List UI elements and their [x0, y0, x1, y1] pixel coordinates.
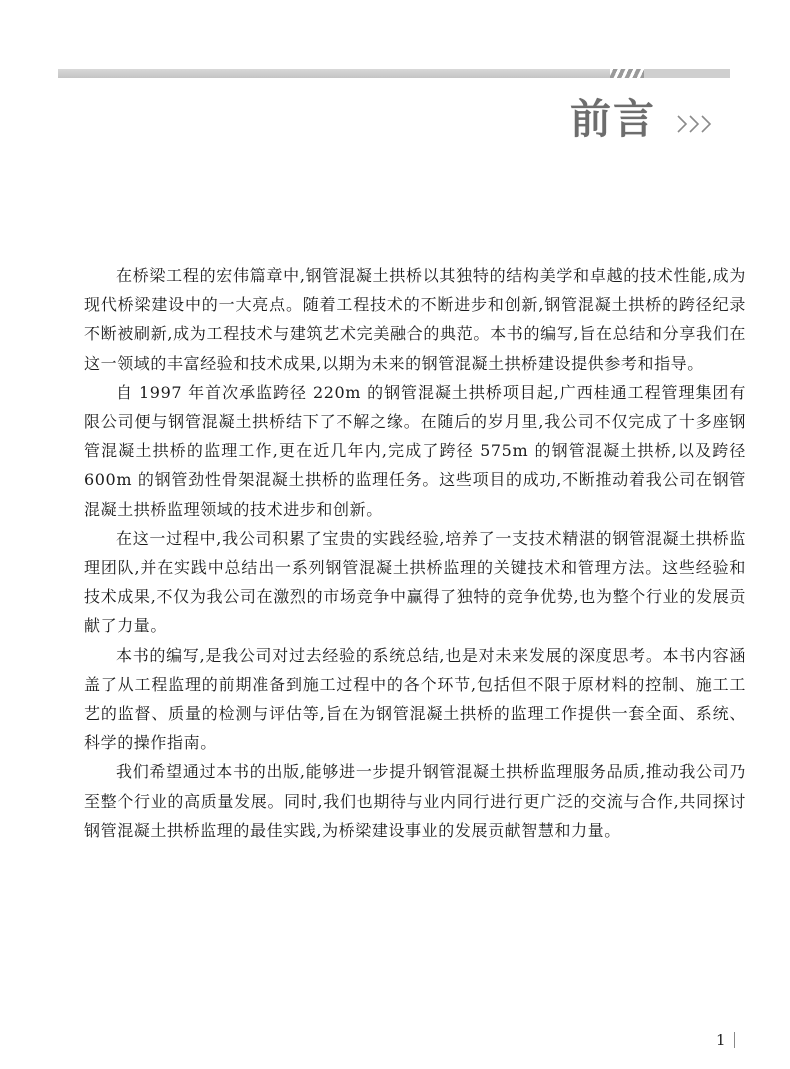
footer-divider — [734, 1032, 735, 1048]
paragraph: 我们希望通过本书的出版,能够进一步提升钢管混凝土拱桥监理服务品质,推动我公司乃至整个行业的高质量发展。同时,我们也期待与业内同行进行更广泛的交流与合作,共同探讨钢管混凝土拱桥监理的最佳实践,为桥梁建设事业的发展贡献智慧和力量。 — [84, 762, 746, 840]
header-stripe-pattern — [610, 69, 644, 78]
paragraph: 在这一过程中,我公司积累了宝贵的实践经验,培养了一支技术精湛的钢管混凝土拱桥监理团队,并在实践中总结出一系列钢管混凝土拱桥监理的关键技术和管理方法。这些经验和技术成果,不仅为我公司在激烈的市场竞争中赢得了独特的竞争优势,也为整个行业的发展贡献了力量。 — [84, 528, 746, 636]
page-footer — [716, 1030, 735, 1050]
paragraph: 本书的编写,是我公司对过去经验的系统总结,也是对未来发展的深度思考。本书内容涵盖了从工程监理的前期准备到施工过程中的各个环节,包括但不限于原材料的控制、施工工艺的监督、质量的检测与评估等,旨在为钢管混凝土拱桥的监理工作提供一套全面、系统、科学的操作指南。 — [84, 645, 746, 753]
header-band-end — [644, 69, 730, 78]
chapter-heading — [500, 92, 740, 146]
header-decoration-band — [58, 69, 730, 78]
paragraph: 自 1997 年首次承监跨径 220m 的钢管混凝土拱桥项目起,广西桂通工程管理集团有限公司便与钢管混凝土拱桥结下了不解之缘。在随后的岁月里,我公司不仅完成了十多座钢管混凝土拱桥的监理工作,更在近几年内,完成了跨径 575m 的钢管混凝土拱桥,以及跨径 600m 的钢管劲性骨架混凝土拱桥的监理任务。这些项目的成功,不断推动着我公司在钢管混凝土拱桥监理领域的技术进步和创新。 — [84, 382, 746, 519]
triple-chevron-right-icon — [676, 114, 716, 134]
paragraph: 在桥梁工程的宏伟篇章中,钢管混凝土拱桥以其独特的结构美学和卓越的技术性能,成为现代桥梁建设中的一大亮点。随着工程技术的不断进步和创新,钢管混凝土拱桥的跨径纪录不断被刷新,成为工程技术与建筑艺术完美融合的典范。本书的编写,旨在总结和分享我们在这一领域的丰富经验和技术成果,以期为未来的钢管混凝土拱桥建设提供参考和指导。 — [84, 266, 746, 373]
page-number: 1 — [716, 1031, 726, 1049]
page-title: 前言 — [570, 95, 656, 143]
preface-body — [84, 261, 746, 845]
